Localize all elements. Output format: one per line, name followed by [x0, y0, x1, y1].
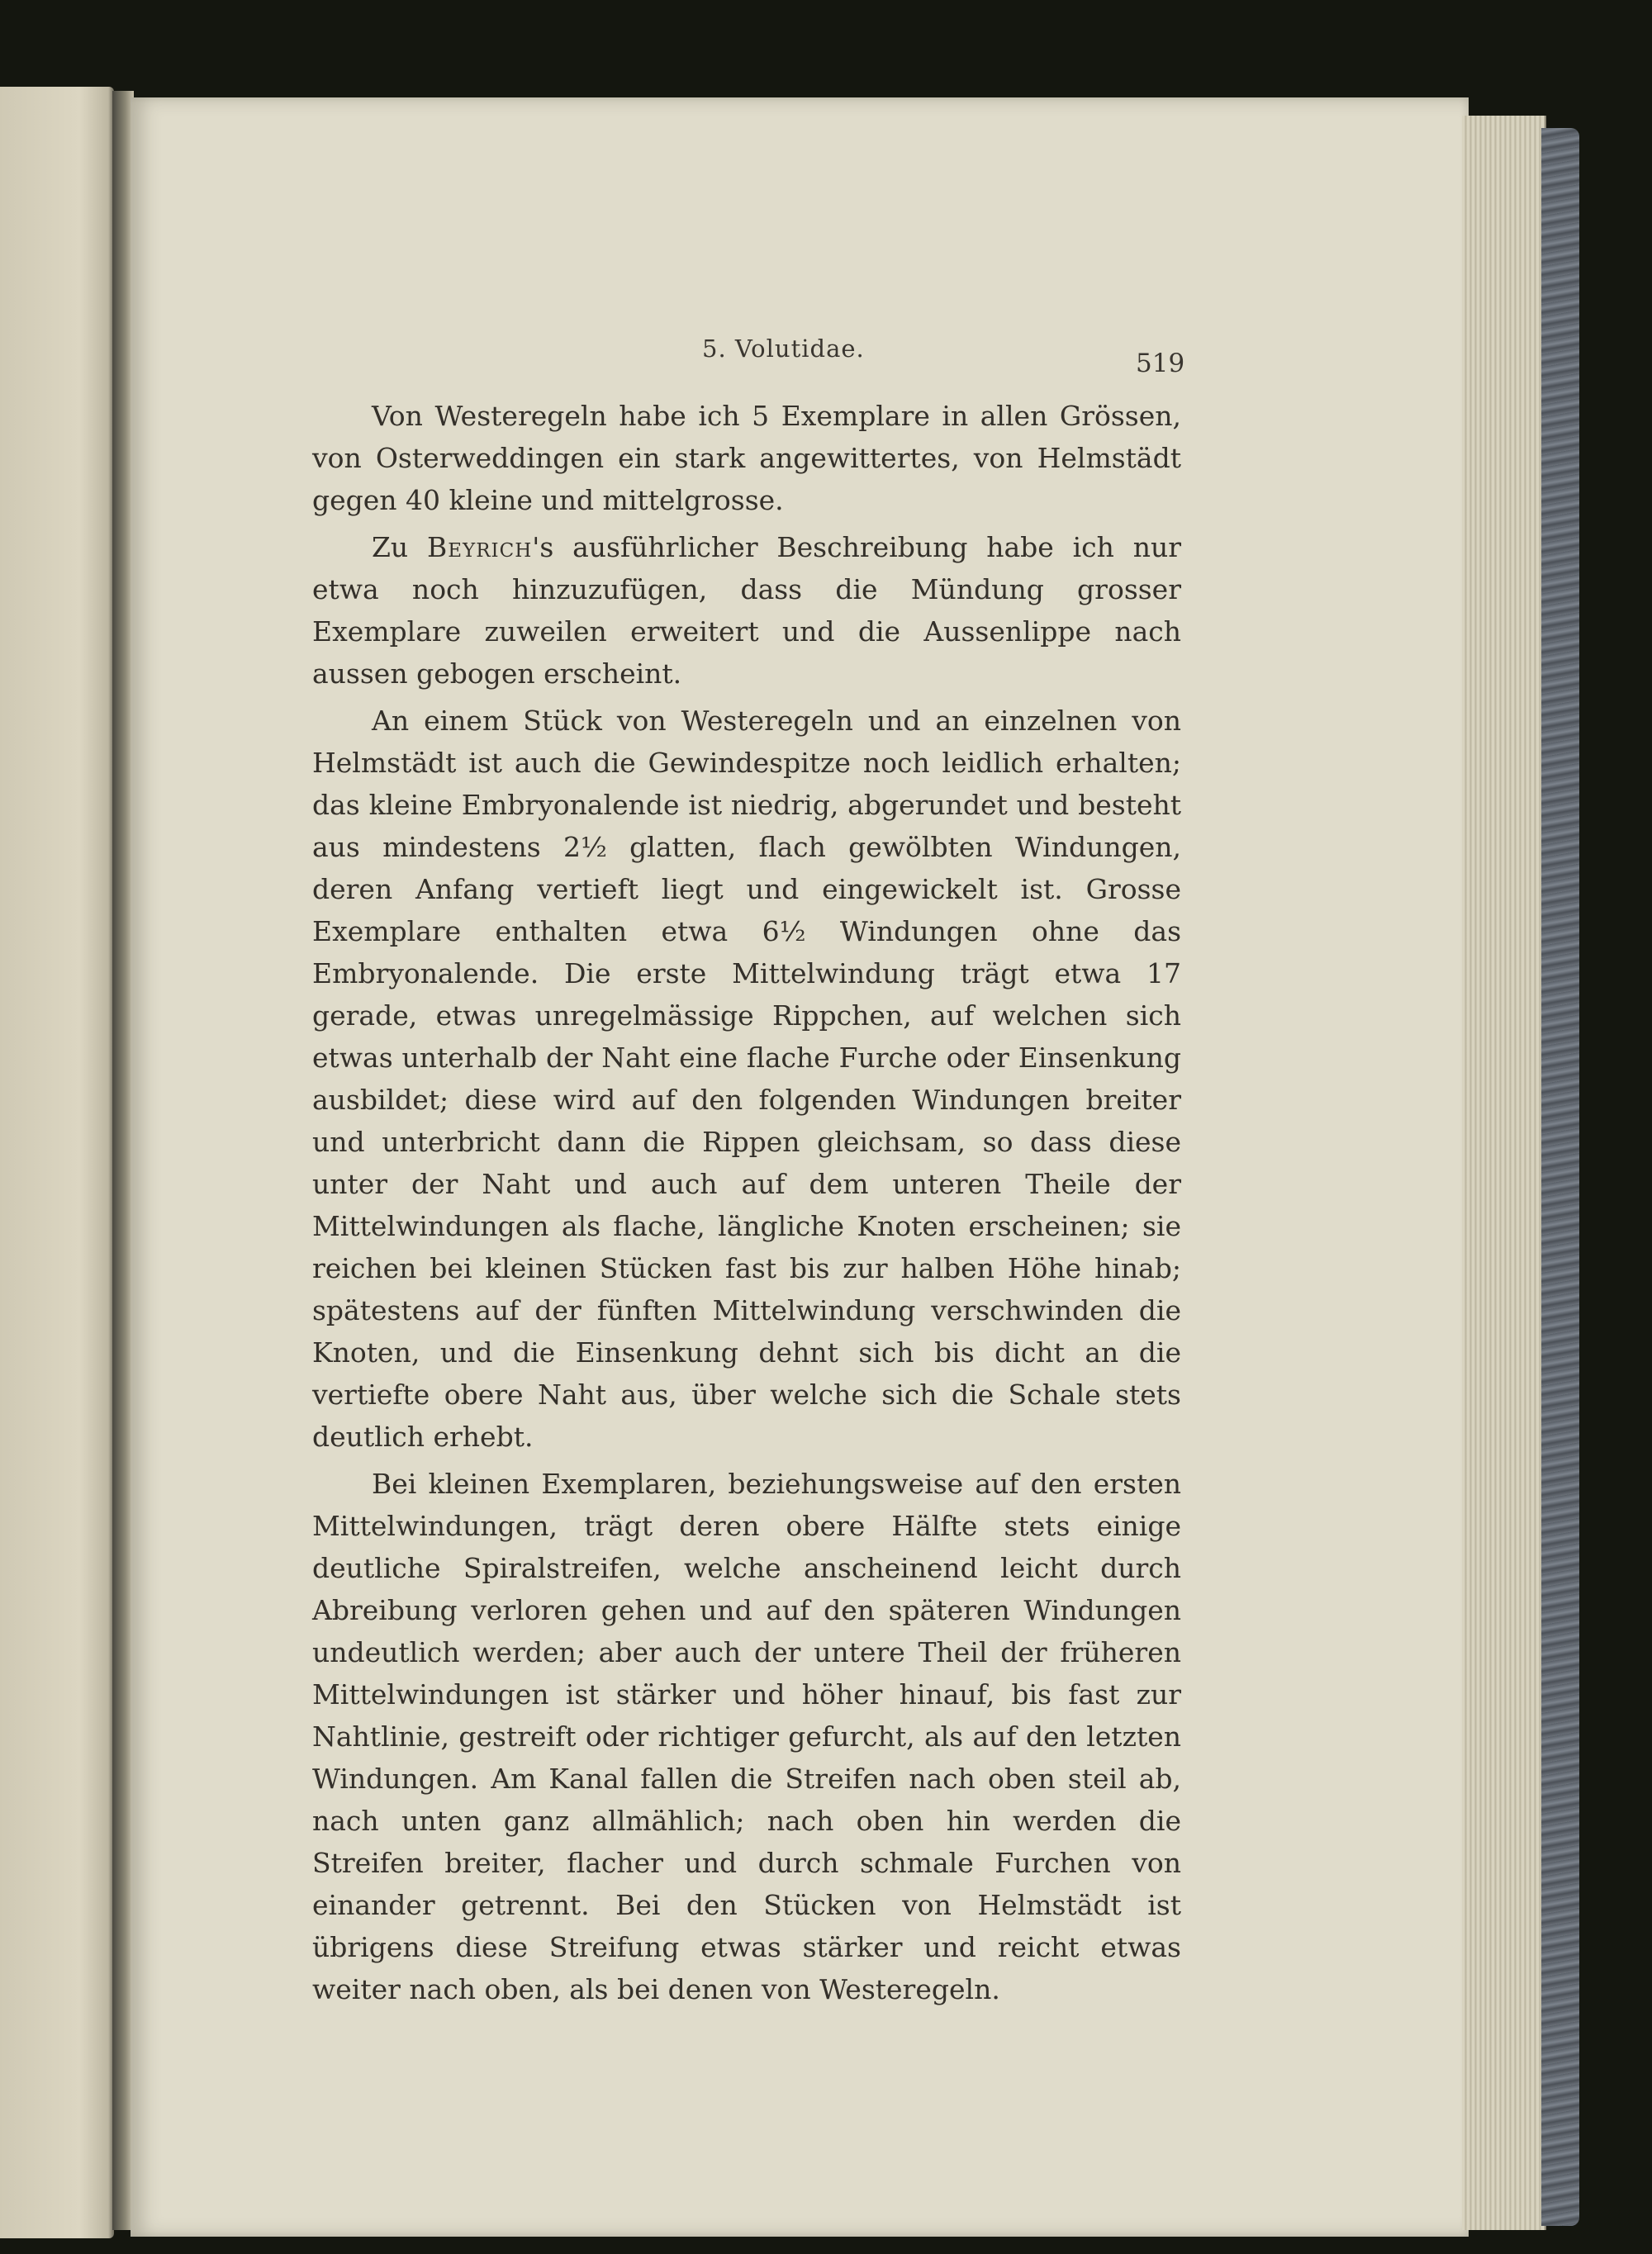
page-block-edges: [1462, 116, 1546, 2230]
page-number: 519: [1136, 349, 1185, 378]
body-text: [312, 395, 1181, 2015]
left-page-edge: [0, 87, 114, 2238]
paragraph-4: Bei kleinen Exemplaren, beziehungsweise auf den ersten Mittelwindungen, trägt deren obere Hälfte stets einige deutliche Spiralstreifen, welche anscheinend leicht durch Abreibung verloren gehen und auf den späteren Windungen undeutlich werden; aber auch der untere Theil der früheren Mittelwindungen ist stärker und höher hinauf, bis fast zur Nahtlinie, gestreift oder richtiger gefurcht, als auf den letzten Windungen. Am Kanal fallen die Streifen nach oben steil ab, nach unten ganz allmählich; nach oben hin werden die Streifen breiter, flacher und durch schmale Furchen von einander getrennt. Bei den Stücken von Helmstädt ist übrigens diese Streifung etwas stärker und reicht etwas weiter nach oben, als bei denen von Westeregeln.: [312, 1468, 1181, 2005]
paragraph-3: An einem Stück von Westeregeln und an einzelnen von Helmstädt ist auch die Gewindespitze noch leidlich erhalten; das kleine Embryonalende ist niedrig, abgerundet und besteht aus mindestens 2½ glatten, flach gewölbten Windungen, deren Anfang vertieft liegt und eingewickelt ist. Grosse Exemplare enthalten etwa 6½ Windungen ohne das Embryonalende. Die erste Mittelwindung trägt etwa 17 gerade, etwas unregelmässige Rippchen, auf welchen sich etwas unterhalb der Naht eine flache Furche oder Einsenkung ausbildet; diese wird auf den folgenden Windungen breiter und unterbricht dann die Rippen gleichsam, so dass diese unter der Naht und auch auf dem unteren Theile der Mittelwindungen als flache, längliche Knoten erscheinen; sie reichen bei kleinen Stücken fast bis zur halben Höhe hinab; spätestens auf der fünften Mittelwindung verschwinden die Knoten, und die Einsenkung dehnt sich bis dicht an die vertiefte obere Naht aus, über welche sich die Schale stets deutlich erhebt.: [312, 705, 1181, 1453]
author-name: Beyrich: [426, 531, 533, 563]
paragraph-1: Von Westeregeln habe ich 5 Exemplare in allen Grössen, von Osterweddingen ein stark angewittertes, von Helmstädt gegen 40 kleine und mittelgrosse.: [312, 400, 1181, 516]
paragraph-2-rest: 's ausführlicher Beschreibung habe ich nur etwa noch hinzuzufügen, dass die Mündung grosser Exemplare zuweilen erweitert und die Aussenlippe nach aussen gebogen erscheint.: [312, 531, 1181, 690]
paragraph-2-intro: Zu: [372, 531, 427, 563]
paragraph-2: [312, 526, 1181, 695]
running-head: 5. Volutidae.: [702, 335, 865, 363]
book-cover-edge: [1541, 128, 1579, 2226]
